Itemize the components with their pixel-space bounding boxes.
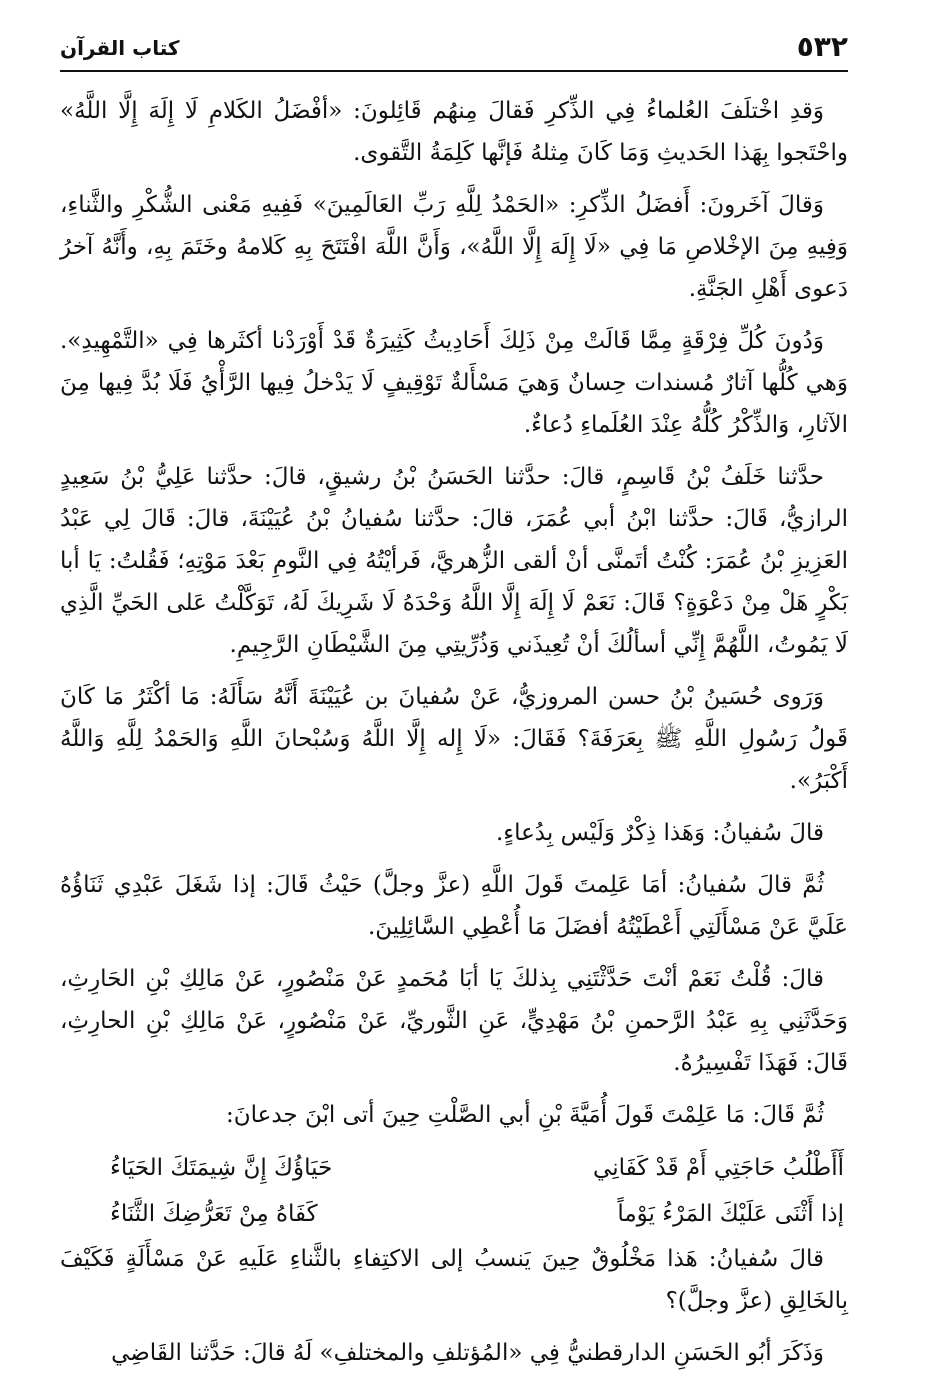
page-number: ٥٣٢	[796, 30, 848, 63]
running-title: كتاب القرآن	[60, 36, 180, 60]
verse-first-hemistich: أَأَطْلُبُ حَاجَتِي أَمْ قَدْ كَفَانِي	[593, 1155, 844, 1181]
paragraph: قالَ سُفيانُ: وَهَذا ذِكْرٌ وَلَيْس بِدُعاءٍ.	[495, 820, 824, 846]
paragraph: حدَّثنا خَلَفُ بْنُ قَاسِمٍ، قالَ: حدَّثنا الحَسَنُ بْنُ رشيقٍ، قالَ: حدَّثنا عَلِيُّ بْنُ سَعِيدٍ الرازيُّ، قَالَ: حدَّثنا ابْنُ أبي عُمَرَ، قالَ: حدَّثنا سُفيانُ بْنُ عُيَيْنَةَ، قالَ: قَالَ لِي عَبْدُ العَزِيزِ بْنُ عُمَرَ: كُنْتُ أتَمنَّى أنْ ألقى الزُّهريَّ، فَرأيْتُهُ فِي النَّومِ بَعْدَ مَوْتِهِ؛ فَقُلتُ: يَا أبا بَكْرٍ هَلْ مِنْ دَعْوَةٍ؟ قَالَ: نَعَمْ لَا إِلَهَ إِلَّا اللَّهُ وَحْدَهُ لَا شَرِيكَ لَهُ، تَوَكَّلْتُ عَلى الحَيِّ الَّذِي لَا يَمُوتُ، اللَّهُمَّ إِنِّي أسألُكَ أنْ تُعِيذَني وَذُرِّيتِي مِنَ الشَّيْطَانِ الرَّجِيمِ.	[60, 464, 848, 658]
paragraph: وَرَوى حُسَينُ بْنُ حسن المروزيُّ، عَنْ سُفيانَ بن عُيَيْنَةَ أَنَّهُ سَأَلَهُ: مَا أكْثَرُ مَا كَانَ قَولُ رَسُولِ اللَّهِ ﷺ بِعَرَفَةَ؟ فَقَالَ: «لَا إِله إِلَّا اللَّهُ وَسُبْحانَ اللَّهِ وَالحَمْدُ لِلَّهِ وَاللَّهُ أَكْبَرُ».	[60, 684, 848, 794]
paragraph: وَذَكَرَ أبُو الحَسَنِ الدارقطنيُّ فِي «المُؤتلفِ والمختلفِ» لَهُ قالَ: حَدَّثنا القَاضِي	[111, 1340, 824, 1366]
paragraph: وَدُونَ كُلِّ فِرْقَةٍ مِمَّا قَالَتْ مِنْ ذَلِكَ أَحَادِيثُ كَثِيرَةٌ قَدْ أَوْرَدْنا أكثَرها فِي «التَّمْهِيدِ». وَهي كُلُّها آثارٌ مُسندات حِسانٌ وَهيَ مَسْأَلةٌ تَوْقِيفٍ لَا يَدْخلُ فِيها الرَّأْيُ فَلَا بُدَّ فِيها مِنَ الآثارِ، وَالذِّكْرُ كُلُّهُ عِنْدَ العُلَماءِ دُعاءٌ.	[60, 328, 848, 438]
paragraph: ثُمَّ قالَ سُفيانُ: أمَا عَلِمتَ قَولَ اللَّهِ (عزَّ وجلَّ) حَيْثُ قَالَ: إذا شَغَلَ عَبْدِي ثَنَاؤُهُ عَلَيَّ عَنْ مَسْأَلَتِي أَعْطَيْتُهُ أفضَلَ مَا أُعْطِي السَّائِلِينَ.	[60, 872, 848, 940]
verse-second-hemistich: كَفَاهُ مِنْ تَعَرُّضِكَ الثَّنَاءُ	[110, 1201, 318, 1227]
paragraph: قالَ سُفيانُ: هَذا مَخْلُوقٌ حِينَ يَنسبُ إلى الاكتِفاءِ بالثَّناءِ عَلَيهِ عَنْ مَسْأَلَةٍ فَكَيْفَ بِالخَالِقِ (عزَّ وجلَّ)؟	[60, 1246, 848, 1314]
paragraph: وَقدِ اخْتلَفَ العُلماءُ فِي الذِّكرِ فَقالَ مِنهُم قَائِلونَ: «أفْضَلُ الكَلامِ لَا إِلَهَ إِلَّا اللَّهُ» واحْتَجوا بِهَذا الحَديثِ وَمَا كَانَ مِثلهُ فَإنَّها كَلِمَةُ التَّقوى.	[60, 98, 848, 166]
page-header	[60, 30, 848, 72]
paragraph: وَقالَ آخَرونَ: أَفضَلُ الذِّكرِ: «الحَمْدُ لِلَّهِ رَبِّ العَالَمِينَ» فَفِيهِ مَعْنى الشُّكْرِ والثَّناءِ، وَفِيهِ مِنَ الإخْلاصِ مَا فِي «لَا إِلَهَ إِلَّا اللَّهُ»، وَأَنَّ اللَّهَ افْتَتَحَ بِهِ كَلامهُ وخَتَمَ بِهِ، وأَنَّهُ آخرُ دَعوى أَهْلِ الجَنَّةِ.	[60, 192, 849, 302]
poem-verse	[60, 1146, 848, 1190]
poem-verse	[60, 1192, 848, 1236]
paragraph: ثُمَّ قَالَ: مَا عَلِمْتَ قَولَ أُمَيَّةَ بْنِ أبي الصَّلْتِ حِينَ أتى ابْنَ جدعانَ:	[225, 1102, 824, 1128]
page-body	[60, 90, 848, 1384]
verse-second-hemistich: حَيَاؤُكَ إِنَّ شِيمَتَكَ الحَيَاءُ	[110, 1155, 333, 1181]
paragraph: قالَ: قُلْتُ نَعَمْ أنْتَ حَدَّثْتَنِي بِذلكَ يَا أبَا مُحَمدٍ عَنْ مَنْصُورٍ، عَنْ مَالِكِ بْنِ الحَارِثِ، وَحَدَّثَنِي بِهِ عَبْدُ الرَّحمنِ بْنُ مَهْدِيٍّ، عَنِ الثَّوريِّ، عَنْ مَنْصُورٍ، عَنْ مَالِكِ بْنِ الحارِثِ، قَالَ: فَهَذَا تَفْسِيرُهُ.	[60, 966, 848, 1076]
verse-first-hemistich: إذا أَثْنَى عَلَيْكَ المَرْءُ يَوْماً	[617, 1201, 844, 1227]
